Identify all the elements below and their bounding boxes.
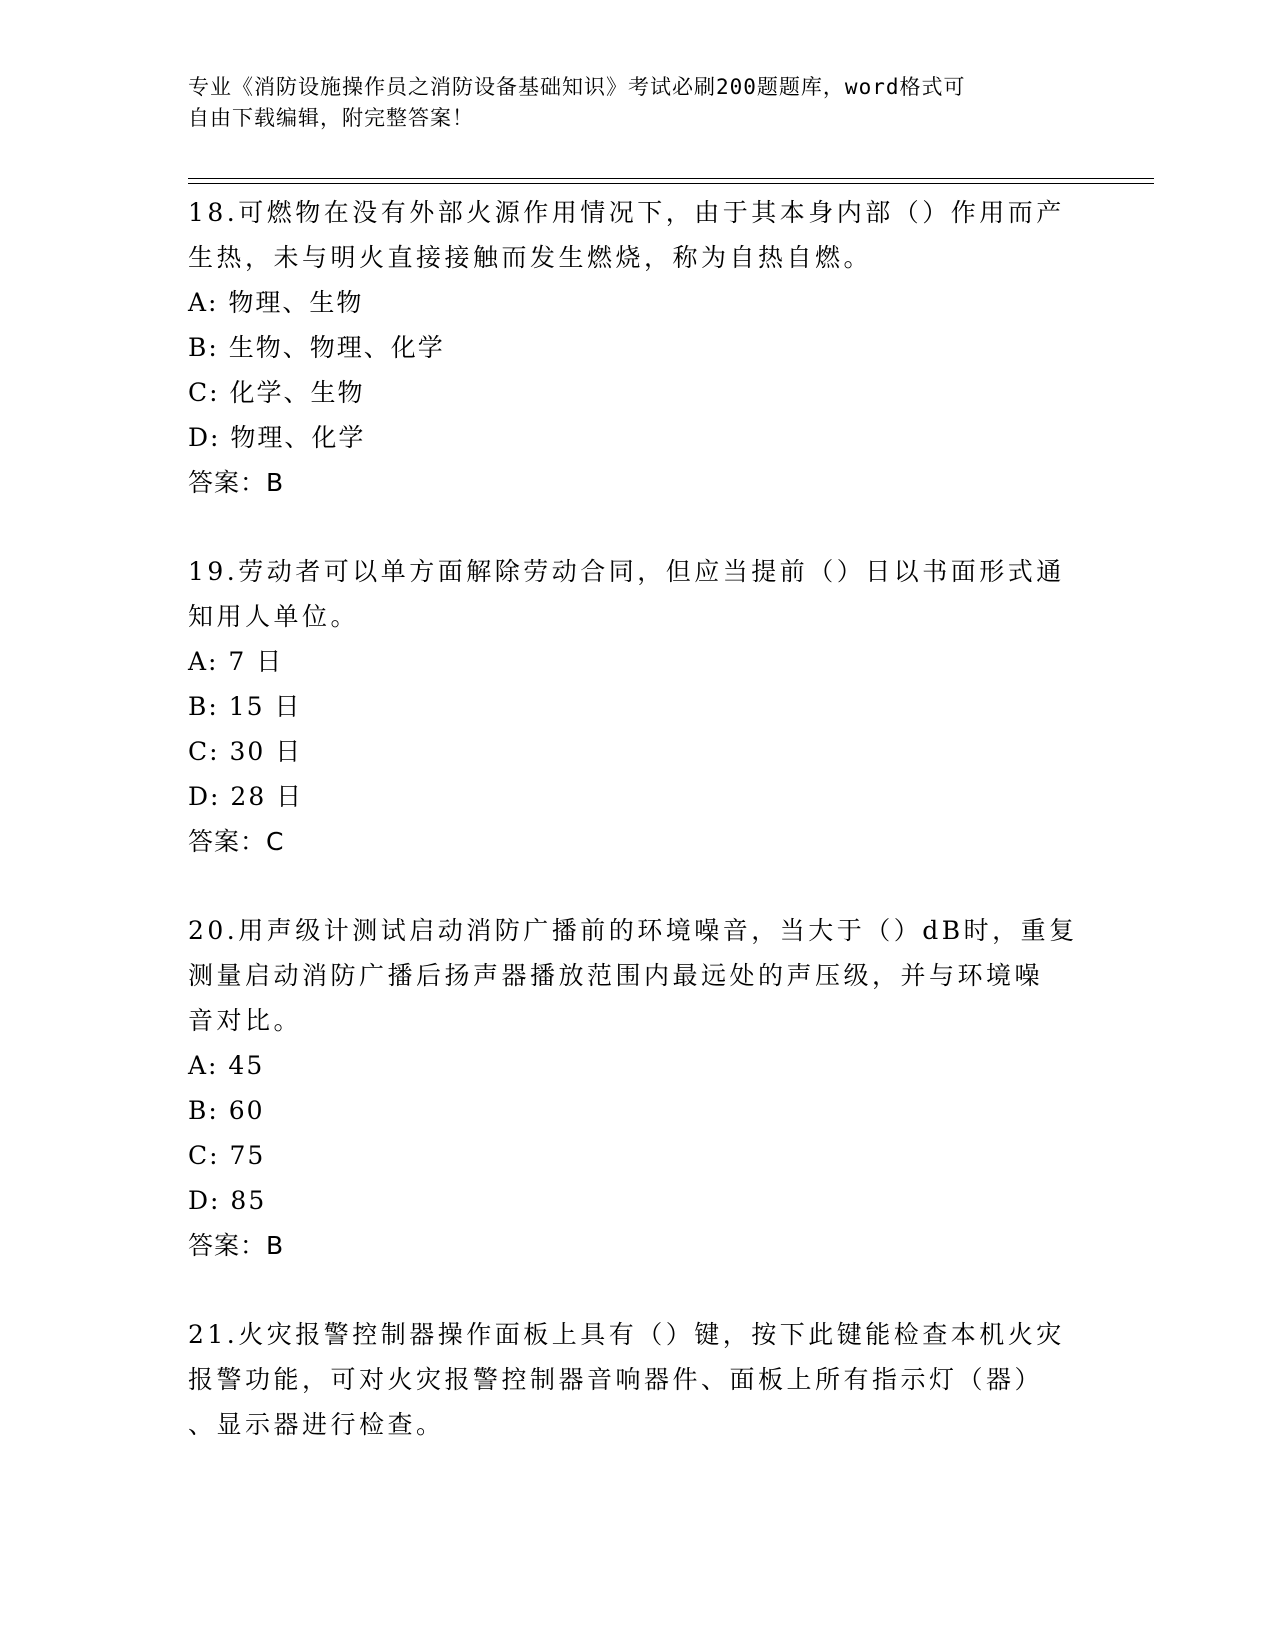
option-d: D: 物理、化学 [188, 423, 366, 452]
answer-label: 答案：B [188, 1231, 285, 1260]
header-title-line-1: 专业《消防设施操作员之消防设备基础知识》考试必刷200题题库，word格式可 [188, 75, 966, 99]
question-text-line: 21.火灾报警控制器操作面板上具有（）键，按下此键能检查本机火灾 [188, 1320, 1065, 1349]
option-a: A: 7 日 [188, 647, 284, 676]
header-title-line-2: 自由下载编辑，附完整答案！ [188, 106, 474, 130]
question-spacer [188, 864, 1088, 908]
option-c: C: 化学、生物 [188, 378, 365, 407]
question-spacer [188, 1268, 1088, 1312]
option-b: B: 生物、物理、化学 [188, 333, 445, 362]
option-b: B: 15 日 [188, 692, 302, 721]
question-18 [188, 190, 1088, 505]
option-d: D: 85 [188, 1186, 267, 1215]
question-text-line: 知用人单位。 [188, 602, 360, 631]
option-a: A: 45 [188, 1051, 265, 1080]
option-d: D: 28 日 [188, 782, 304, 811]
answer-label: 答案：C [188, 827, 285, 856]
question-spacer [188, 505, 1088, 549]
question-list [188, 190, 1088, 1447]
question-text-line: 生热，未与明火直接接触而发生燃烧，称为自热自燃。 [188, 243, 873, 272]
question-text-line: 19.劳动者可以单方面解除劳动合同，但应当提前（）日以书面形式通 [188, 557, 1065, 586]
question-text-line: 测量启动消防广播后扬声器播放范围内最远处的声压级，并与环境噪 [188, 961, 1044, 990]
question-19 [188, 549, 1088, 864]
question-text-line: 音对比。 [188, 1006, 303, 1035]
question-text-line: 、显示器进行检查。 [188, 1410, 445, 1439]
question-20 [188, 908, 1088, 1268]
option-a: A: 物理、生物 [188, 288, 364, 317]
answer-label: 答案：B [188, 468, 285, 497]
question-21 [188, 1312, 1088, 1447]
document-header [188, 72, 1068, 134]
option-c: C: 75 [188, 1141, 266, 1170]
option-c: C: 30 日 [188, 737, 303, 766]
question-text-line: 报警功能，可对火灾报警控制器音响器件、面板上所有指示灯（器） [188, 1365, 1044, 1394]
header-divider-top [188, 178, 1154, 179]
header-divider-bottom [188, 183, 1154, 184]
question-text-line: 18.可燃物在没有外部火源作用情况下，由于其本身内部（）作用而产 [188, 198, 1065, 227]
option-b: B: 60 [188, 1096, 265, 1125]
question-text-line: 20.用声级计测试启动消防广播前的环境噪音，当大于（）dB时，重复 [188, 916, 1078, 945]
